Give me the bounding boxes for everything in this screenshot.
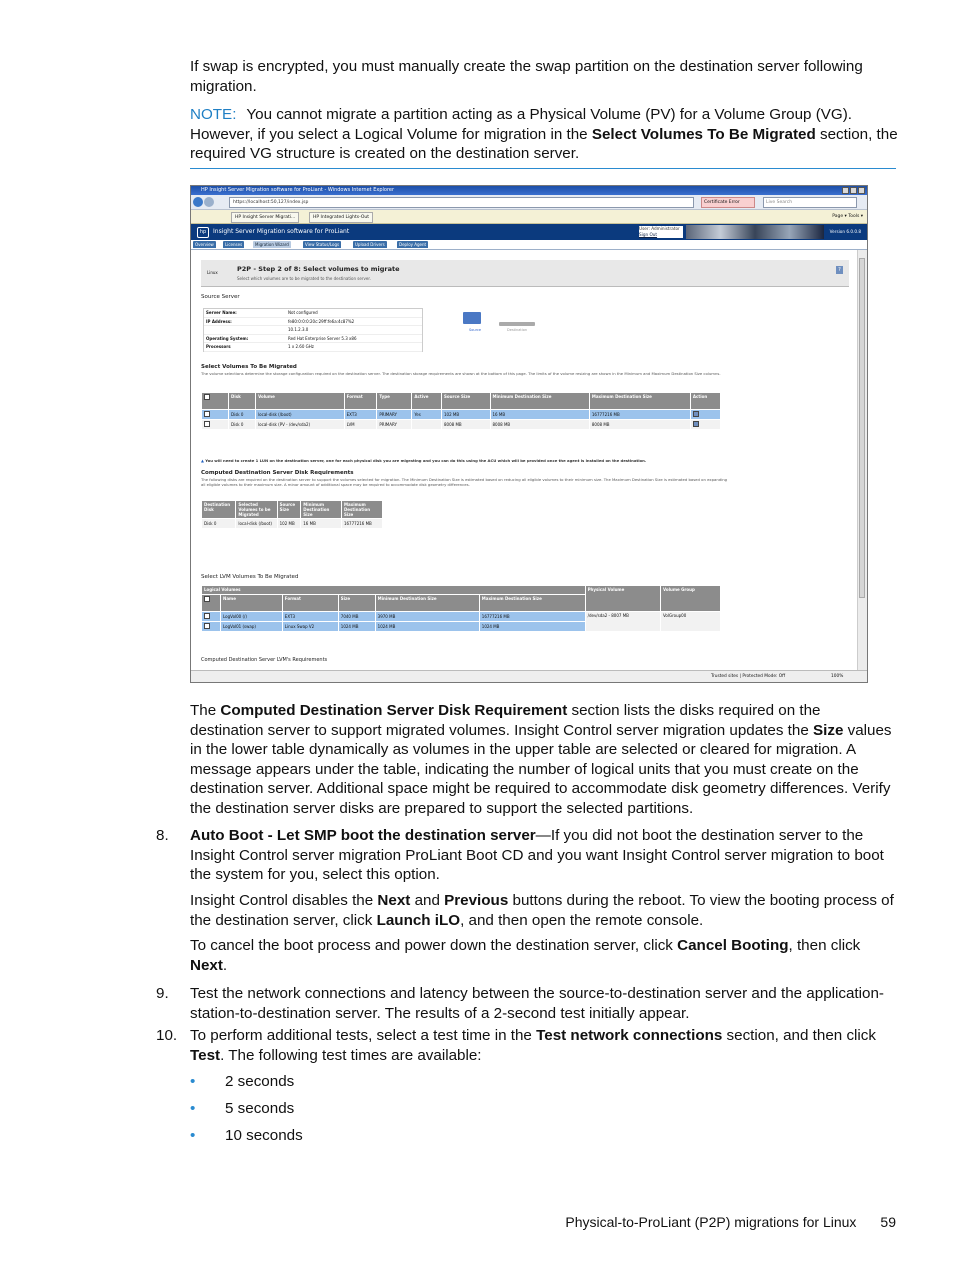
page-footer (565, 1214, 896, 1230)
swap-paragraph: If swap is encrypted, you must manually create the swap partition on the destination server following migration. (190, 58, 863, 95)
step-title: P2P - Step 2 of 8: Select volumes to migrate (237, 265, 400, 273)
close-icon[interactable] (858, 187, 865, 194)
edit-icon[interactable] (693, 421, 699, 427)
destination-label: Destination (507, 328, 528, 332)
source-label: Source (469, 328, 482, 332)
help-icon[interactable]: ? (836, 266, 843, 274)
note-label: NOTE: (190, 106, 237, 123)
lvm-requirements-title: Computed Destination Server LVM's Requirements (201, 657, 328, 663)
list-item: • 5 seconds (190, 1100, 295, 1117)
computed-disk-text: The following disks are required on the destination server to support the volumes selected for migration. The Minimum Destination Size is estimated based on reducing all eligible volumes to their minimum size. The Maximum Destination Size is estimated based on expanding all eligible volumes to their maximum size. A minor amount of additional space may be required to accommodate disk geometry differences. (201, 477, 728, 487)
user-box: User: Administrator Sign Out (639, 226, 683, 238)
minimize-icon[interactable] (842, 187, 849, 194)
maximize-icon[interactable] (850, 187, 857, 194)
step-9-paragraph: Test the network connections and latency between the source-to-destination server and the application-station-to-destination server. The results of a 2-second test initially appear. (190, 985, 884, 1022)
tab-migration[interactable]: HP Insight Server Migrati... (231, 212, 299, 223)
list-item: • 2 seconds (190, 1073, 295, 1090)
row-checkbox[interactable] (204, 623, 210, 629)
scrollbar-thumb[interactable] (859, 258, 865, 598)
row-checkbox[interactable] (204, 613, 210, 619)
app-title: Insight Server Migration software for ProLiant (213, 228, 350, 235)
tab-upload-drivers[interactable]: Upload Drivers (355, 242, 385, 247)
note-paragraph: NOTE: You cannot migrate a partition acting as a Physical Volume (PV) for a Volume Group (VG). However, if you select a Logical Volume for migration in the Select Volumes To Be Migrated section, the required VG structure is created on the destination server. (190, 106, 898, 162)
step-subtitle: Select which volumes are to be migrated to the destination server. (237, 276, 371, 281)
source-server-title: Source Server (201, 294, 240, 300)
lvm-table: Logical Volumes Physical Volume Volume Group Name Format Size Minimum Destination Size Maximum Destination Size LogVol00 (/) EXT3 7040 MB 3970 MB 16777216 MB /dev/sda2 - 8007 MB VolGroup00 LogVol01 (swap) Linux Swap V2 1024 MB 1024 MB 1024 MB (201, 585, 721, 632)
step-number-10: 10. (156, 1027, 178, 1044)
edit-icon[interactable] (693, 411, 699, 417)
table-row[interactable]: LogVol01 (swap) Linux Swap V2 1024 MB 1024 MB 1024 MB (202, 622, 721, 632)
zone-status: Trusted sites | Protected Mode: Off (711, 674, 786, 679)
table-row[interactable]: Disk 0 local-disk (PV - /dev/sda2) LVM PRIMARY 8008 MB 8008 MB 8008 MB (202, 420, 721, 430)
computed-disk-table: Destination Disk Selected Volumes to be Migrated Source Size Minimum Destination Size Maximum Destination Size Disk 0 local-disk (/boot) 102 MB 16 MB 16777216 MB (201, 500, 383, 529)
linux-logo: Linux (207, 270, 218, 275)
warning-icon: ▲ (201, 458, 204, 463)
certificate-error-badge[interactable]: Certificate Error (701, 197, 755, 208)
wizard-content (191, 250, 857, 670)
tab-overview[interactable]: Overview (195, 242, 214, 247)
address-bar (191, 195, 867, 210)
table-row[interactable]: Disk 0 local-disk (/boot) EXT3 PRIMARY Yes 102 MB 16 MB 16777216 MB (202, 410, 721, 420)
hp-logo: hp (197, 227, 209, 238)
destination-server-icon (499, 322, 535, 326)
volumes-table: Disk Volume Format Type Active Source Size Minimum Destination Size Maximum Destination Size Action Disk 0 local-disk (/boot) EXT3 PRIMARY Yes 102 MB 16 MB 16777216 MB Disk 0 local-disk (PV - /dev/sda2) LVM PRIMARY 8008 MB 8008 MB 8008 MB (201, 392, 721, 430)
lun-warning: ▲ You will need to create 1 LUN on the destination server, one for each physical disk you are migrating and you can do this using the ACU which will be provided once the agent is installed on the destination. (201, 458, 647, 463)
tab-licenses[interactable]: Licenses (225, 242, 243, 247)
row-checkbox[interactable] (204, 421, 210, 427)
search-input[interactable]: Live Search (763, 197, 857, 208)
status-bar (191, 670, 867, 682)
select-all-checkbox[interactable] (204, 394, 210, 400)
source-server-table: Server Name: Not configured IP Address: fe80:0:0:0:20c:29ff:fe6a:4c87%2 10.1.2.3.0 Operating System: Red Hat Enterprise Server 5.3 x86 Processors 1 x 2.60 GHz (203, 308, 423, 352)
source-server-icon (463, 312, 481, 324)
lvm-select-all-checkbox[interactable] (204, 596, 210, 602)
url-field[interactable]: https://localhost:50,127/index.jsp (229, 197, 694, 208)
page-number: 59 (880, 1214, 896, 1230)
app-header (191, 224, 867, 240)
lvm-title: Select LVM Volumes To Be Migrated (201, 574, 299, 580)
step-8-cancel-paragraph: To cancel the boot process and power down the destination server, click Cancel Booting, then click Next. (190, 937, 861, 974)
header-banner-image (686, 225, 824, 239)
browser-tabbar (191, 210, 867, 224)
zoom-level[interactable]: 100% (831, 674, 844, 679)
computed-disk-title: Computed Destination Server Disk Requirements (201, 470, 354, 476)
select-volumes-text: The volume selections determine the storage configuration required on the destination server. The destination storage requirements are shown at the bottom of this page. The limits of the volume resizing are shown in the Minimum and Maximum Destination Size columns. (201, 371, 721, 376)
tab-ilo[interactable]: HP Integrated Lights-Out (309, 212, 373, 223)
step-10-paragraph: To perform additional tests, select a test time in the Test network connections section, and then click Test. The following test times are available: (190, 1027, 876, 1064)
step-8-disable-paragraph: Insight Control disables the Next and Previous buttons during the reboot. To view the booting process of the destination server, click Launch iLO, and then open the remote console. (190, 892, 894, 929)
step-8-paragraph: Auto Boot - Let SMP boot the destination server—If you did not boot the destination server to the Insight Control server migration ProLiant Boot CD and you want Insight Control server migration to boot the system for you, select this option. (190, 827, 884, 883)
select-volumes-title: Select Volumes To Be Migrated (201, 364, 297, 370)
window-titlebar: HP Insight Server Migration software for ProLiant - Windows Internet Explorer (191, 186, 867, 195)
scrollbar[interactable] (857, 250, 867, 670)
browser-tools[interactable]: Page ▾ Tools ▾ (832, 214, 863, 219)
footer-title: Physical-to-ProLiant (P2P) migrations for Linux (565, 1214, 857, 1230)
computed-requirement-paragraph: The Computed Destination Server Disk Requirement section lists the disks required on the destination server to support migrated volumes. Insight Control server migration updates the Size values in the lower table dynamically as volumes in the upper table are selected or cleared for migration. A message appears under the table, indicating the number of logical units that you must create on the destination server. Additional space might be required to accommodate disk geometry differences. Verify the destination server disks are prepared to support the selected partitions. (190, 702, 892, 817)
step-number-8: 8. (156, 827, 169, 844)
note-divider (190, 168, 896, 169)
table-row[interactable]: LogVol00 (/) EXT3 7040 MB 3970 MB 16777216 MB /dev/sda2 - 8007 MB VolGroup00 (202, 612, 721, 622)
tab-migration-wizard[interactable]: Migration Wizard (255, 242, 289, 247)
list-item: • 10 seconds (190, 1127, 303, 1144)
nav-tabs (191, 240, 867, 250)
tab-deploy-agent[interactable]: Deploy Agent (399, 242, 427, 247)
step-number-9: 9. (156, 985, 169, 1002)
tab-view-status-logs[interactable]: View Status/Logs (305, 242, 340, 247)
embedded-screenshot (190, 185, 868, 683)
table-row: Disk 0 local-disk (/boot) 102 MB 16 MB 16777216 MB (202, 519, 383, 529)
back-icon[interactable] (193, 197, 203, 207)
version-label: Version 6.0.0.8 (829, 229, 861, 234)
step-header (201, 260, 849, 287)
row-checkbox[interactable] (204, 411, 210, 417)
signout-link[interactable]: Sign Out (639, 231, 658, 237)
forward-icon[interactable] (204, 197, 214, 207)
